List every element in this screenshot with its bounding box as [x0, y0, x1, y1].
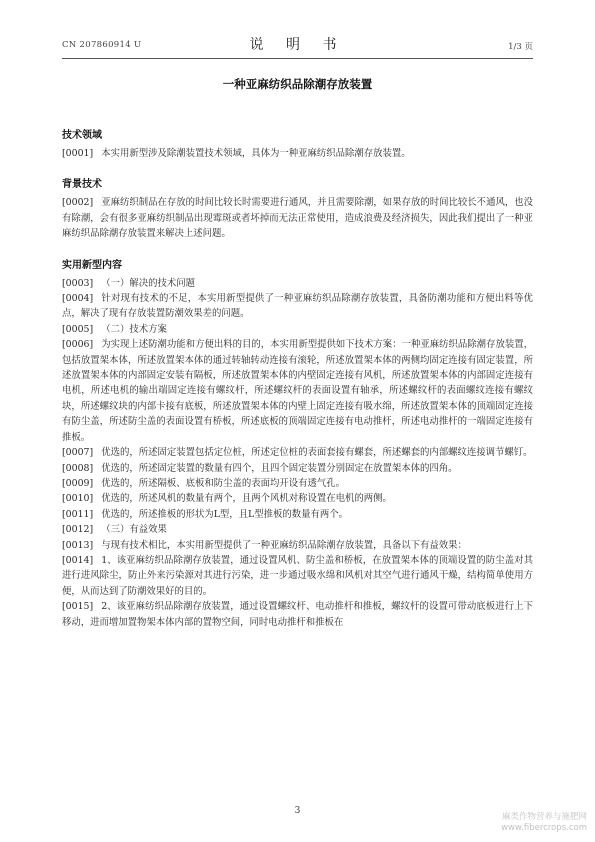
sections-container	[62, 126, 533, 630]
paragraph	[62, 445, 533, 460]
paragraph	[62, 146, 533, 161]
paragraph-number: [0011]	[62, 508, 94, 520]
watermark-line-1: 麻类作物营养与施肥网	[501, 812, 587, 822]
paragraph-text: 优选的，所述隔板、底板和防尘盖的表面均开设有透气孔。	[101, 477, 345, 489]
paragraph-number: [0015]	[62, 601, 94, 613]
patent-number: CN 207860914 U	[62, 40, 142, 50]
paragraph-text: 优选的，所述固定装置的数量有四个，且四个固定装置分别固定在放置架本体的四角。	[101, 462, 458, 474]
paragraph-number: [0001]	[62, 148, 94, 159]
paragraph-text: 为实现上述防潮功能和方便出料的目的，本实用新型提供如下技术方案：一种亚麻纺织品除潮存放装置，包括放置架本体，所述放置架本体的通过转轴转动连接有滚轮，所述放置架本体的两侧均固定连接有固定装置，所述放置架本体的内部固定安装有隔板，所述放置架本体的内壁固定连接有风机，所述放置架本体的内部固定连接有电机，所述电机的输出端固定连接有螺纹杆，所述螺纹杆的表面设置有轴承，所述螺纹杆的表面螺纹连接有螺纹块，所述螺纹块的内部卡接有底板，所述放置架本体的内壁上固定连接有吸水绵，所述放置架本体的顶端固定连接有防尘盖，所述防尘盖的表面设置有桥板，所述底板的顶端固定连接有电动推杆，所述电动推杆的一端固定连接有推板。	[62, 339, 533, 443]
paragraph-text: （一）解决的技术问题	[101, 277, 195, 289]
paragraph	[62, 276, 533, 291]
section-heading: 背景技术	[62, 179, 102, 191]
page-indicator: 1/3 页	[508, 42, 533, 52]
paragraph-text: 优选的，所述风机的数量有两个，且两个风机对称设置在电机的两侧。	[101, 493, 392, 505]
paragraph-number: [0006]	[62, 339, 94, 351]
watermark-line-2: www.fibercrops.com	[501, 823, 587, 833]
paragraph-number: [0004]	[62, 293, 94, 305]
paragraph-number: [0009]	[62, 477, 94, 489]
paragraph-text: 与现有技术相比，本实用新型提供了一种亚麻纺织品除潮存放装置，具备以下有益效果：	[101, 539, 467, 551]
watermark	[501, 812, 587, 834]
paragraph	[62, 522, 533, 537]
paragraph-text: 优选的，所述固定装置包括定位桩，所述定位桩的表面套接有螺套，所述螺套的内部螺纹连接调节螺钉。	[101, 447, 533, 459]
paragraph-text: 针对现有技术的不足，本实用新型提供了一种亚麻纺织品除潮存放装置，具备防潮功能和方便出料等优点，解决了现有存放装置防潮效果差的问题。	[62, 293, 533, 320]
paragraph-number: [0013]	[62, 539, 94, 551]
document-body	[62, 76, 533, 630]
section-heading: 实用新型内容	[62, 259, 122, 271]
section-heading: 技术领域	[62, 130, 102, 141]
paragraph	[62, 553, 533, 599]
paragraph	[62, 491, 533, 506]
page-header	[62, 30, 533, 59]
paragraph	[62, 337, 533, 445]
paragraph-text: 亚麻纺织制品在存放的时间比较长时需要进行通风，并且需要除潮，如果存放的时间比较长不通风，也没有除潮，会有很多亚麻纺织制品出现霉斑或者坏掉而无法正常使用，造成浪费及经济损失，因此我们提出了一种亚麻纺织品除潮存放装置来解决上述问题。	[62, 197, 533, 240]
paragraph-text: 1、该亚麻纺织品除潮存放装置，通过设置风机、防尘盖和桥板，在放置架本体的顶端设置的防尘盖对其进行进风除尘，防止外来污染源对其进行污染，进一步通过吸水绵和风机对其空气进行通风干燥，结构简单使用方便，从而达到了防潮效果好的目的。	[62, 554, 533, 597]
paragraph-number: [0010]	[62, 493, 94, 505]
paragraph-number: [0002]	[62, 197, 94, 209]
paragraph-text: （二）技术方案	[101, 323, 167, 335]
paragraph	[62, 291, 533, 322]
paragraph	[62, 599, 533, 630]
document-title: 一种亚麻纺织品除潮存放装置	[222, 77, 373, 91]
paragraph-number: [0007]	[62, 447, 94, 459]
paragraph-text: 优选的，所述推板的形状为L型，且L型推板的数量有两个。	[101, 508, 349, 520]
page-number: 3	[294, 806, 301, 816]
paragraph	[62, 538, 533, 553]
paragraph	[62, 195, 533, 241]
paragraph-number: [0008]	[62, 462, 94, 474]
paragraph-number: [0014]	[62, 554, 94, 566]
paragraph	[62, 461, 533, 476]
document-type: 说 明 书	[249, 37, 346, 53]
paragraph	[62, 322, 533, 337]
paragraph-number: [0003]	[62, 277, 94, 289]
paragraph-number: [0005]	[62, 323, 94, 335]
paragraph-text: 2、该亚麻纺织品除潮存放装置，通过设置螺纹杆、电动推杆和推板，螺纹杆的设置可带动底板进行上下移动，进而增加置物架本体内部的置物空间，同时电动推杆和推板在	[62, 601, 533, 628]
paragraph-text: （三）有益效果	[101, 524, 167, 536]
paragraph-text: 本实用新型涉及除潮装置技术领域，具体为一种亚麻纺织品除潮存放装置。	[101, 148, 411, 159]
paragraph-number: [0012]	[62, 524, 94, 536]
paragraph	[62, 476, 533, 491]
paragraph	[62, 507, 533, 522]
